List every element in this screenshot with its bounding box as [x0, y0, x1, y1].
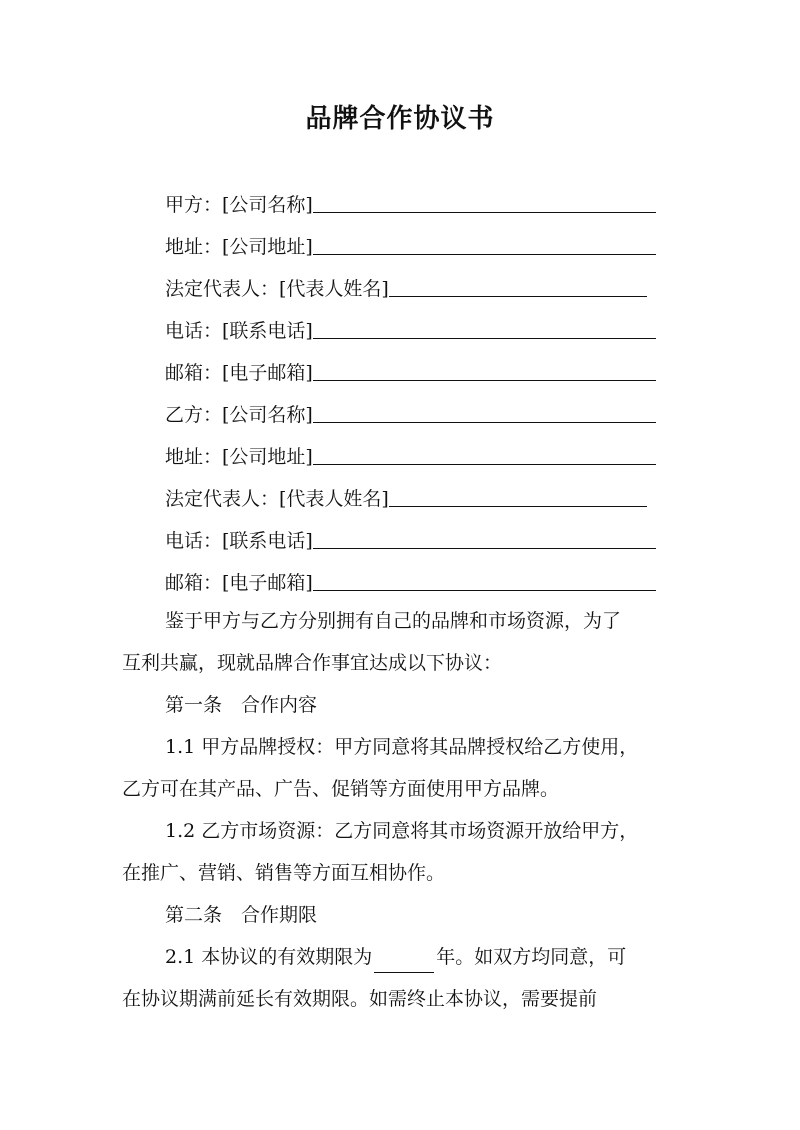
party-a-name-field	[165, 190, 656, 220]
fill-line	[389, 295, 647, 297]
party-a-address-field	[165, 232, 656, 262]
term-years-blank	[374, 971, 434, 973]
fill-line	[313, 379, 656, 381]
preamble-paragraph	[122, 600, 682, 684]
clause-1-1-line-1: 1.1 甲方品牌授权：甲方同意将其品牌授权给乙方使用，	[165, 736, 639, 758]
party-b-address-label: 地址：[公司地址]	[165, 446, 313, 468]
clause-1-2-line-1: 1.2 乙方市场资源：乙方同意将其市场资源开放给甲方，	[165, 820, 639, 842]
party-a-phone-label: 电话：[联系电话]	[165, 320, 313, 342]
clause-2-1-text-a: 2.1 本协议的有效期限为	[165, 946, 373, 968]
article-1-heading: 第一条 合作内容	[165, 694, 318, 716]
party-a-name-label: 甲方：[公司名称]	[165, 194, 313, 216]
party-b-phone-field	[165, 526, 656, 556]
fill-line	[313, 253, 656, 255]
document-title: 品牌合作协议书	[305, 104, 495, 134]
clause-1-2	[122, 810, 682, 894]
clause-1-1-line-2: 乙方可在其产品、广告、促销等方面使用甲方品牌。	[122, 778, 560, 800]
party-b-email-field	[165, 568, 656, 598]
party-a-representative-label: 法定代表人：[代表人姓名]	[165, 278, 389, 300]
clause-2-1-line-1	[122, 936, 682, 978]
party-a-phone-field	[165, 316, 656, 346]
article-2-heading: 第二条 合作期限	[165, 904, 318, 926]
party-b-address-field	[165, 442, 656, 472]
party-b-name-label: 乙方：[公司名称]	[165, 404, 313, 426]
fill-line	[313, 589, 656, 591]
fill-line	[313, 463, 656, 465]
party-b-email-label: 邮箱：[电子邮箱]	[165, 572, 313, 594]
party-b-representative-label: 法定代表人：[代表人姓名]	[165, 488, 389, 510]
clause-2-1-text-b: 年。如双方均同意，可	[436, 946, 627, 968]
party-a-representative-field	[165, 274, 647, 304]
fill-line	[313, 421, 656, 423]
preamble-line-2: 互利共赢，现就品牌合作事宜达成以下协议：	[122, 652, 503, 674]
fill-line	[313, 211, 656, 213]
party-b-phone-label: 电话：[联系电话]	[165, 530, 313, 552]
fill-line	[313, 337, 656, 339]
clause-1-1	[122, 726, 682, 810]
preamble-line-1: 鉴于甲方与乙方分别拥有自己的品牌和市场资源，为了	[165, 610, 622, 632]
party-a-email-label: 邮箱：[电子邮箱]	[165, 362, 313, 384]
fill-line	[313, 547, 656, 549]
party-b-name-field	[165, 400, 656, 430]
clause-1-2-line-2: 在推广、营销、销售等方面互相协作。	[122, 862, 446, 884]
clause-2-1	[122, 936, 682, 1020]
fill-line	[389, 505, 647, 507]
party-a-address-label: 地址：[公司地址]	[165, 236, 313, 258]
clause-2-1-line-2: 在协议期满前延长有效期限。如需终止本协议，需要提前	[122, 988, 598, 1010]
party-a-email-field	[165, 358, 656, 388]
party-b-representative-field	[165, 484, 647, 514]
